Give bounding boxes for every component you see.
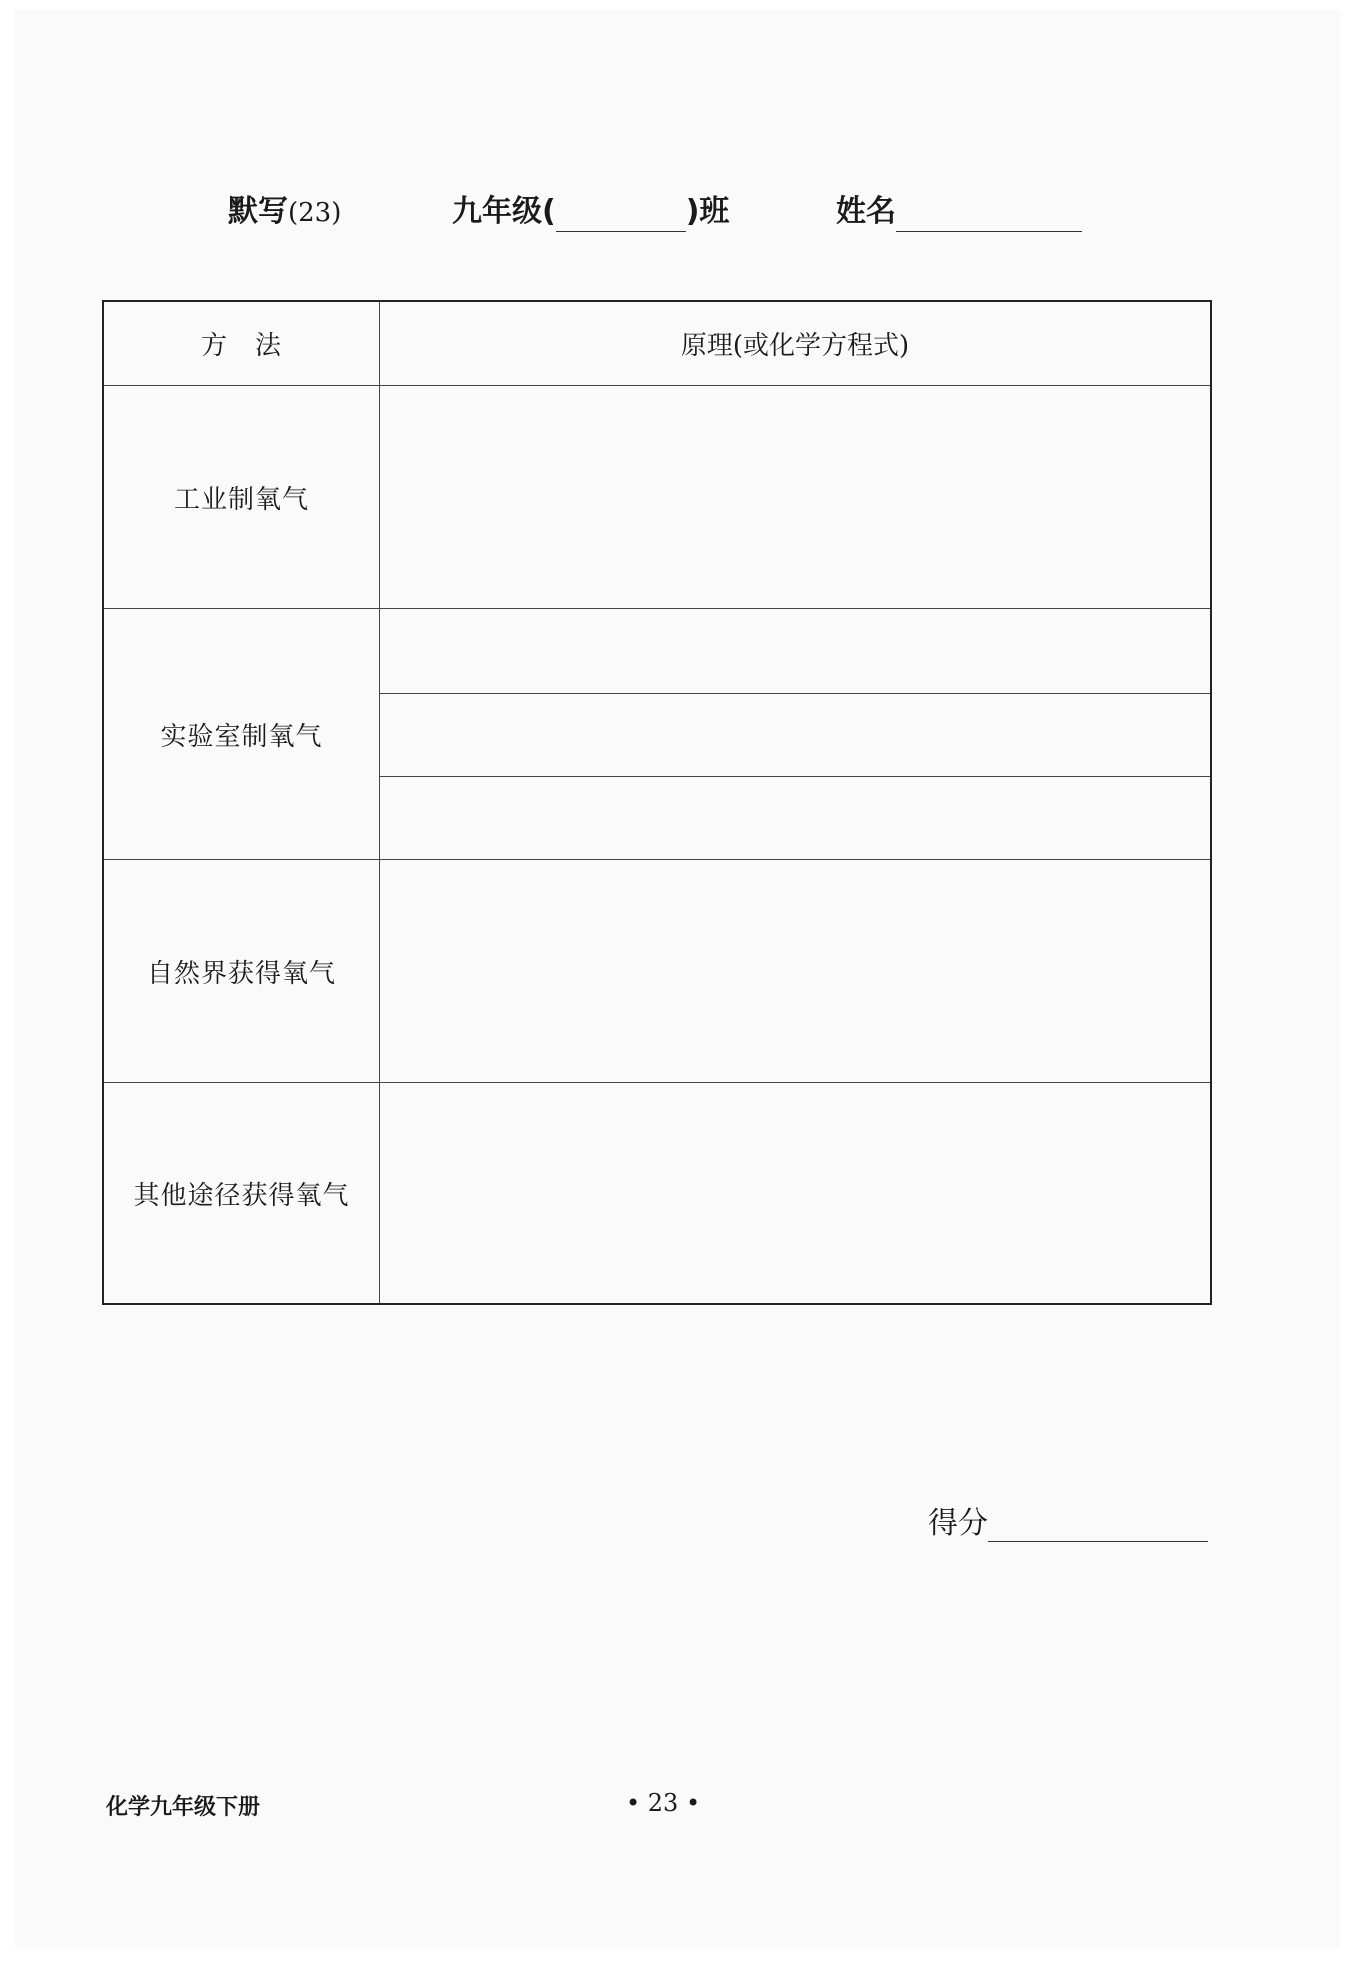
name-blank[interactable] [896,197,1082,232]
table-row [104,609,1210,860]
table-header-row [104,302,1210,386]
method-cell: 实验室制氧气 [104,609,380,859]
dictation-number: (23) [288,198,342,228]
name-field [836,192,1082,232]
table-row [104,1083,1210,1303]
principle-cell[interactable] [380,609,1210,859]
row-divider [380,693,1210,694]
dictation-title [228,192,341,233]
principle-cell[interactable] [380,386,1210,608]
class-field [452,192,729,232]
score-field [928,1498,1208,1542]
table-row [104,386,1210,609]
row-divider [380,776,1210,777]
table-row [104,860,1210,1083]
method-cell: 其他途径获得氧气 [104,1083,380,1303]
page-number: • 23 • [626,1789,701,1817]
class-suffix: )班 [685,194,730,229]
principle-column-header: 原理(或化学方程式) [680,331,910,361]
name-label: 姓名 [836,194,896,229]
method-cell: 自然界获得氧气 [104,860,380,1082]
principle-cell[interactable] [380,1083,1210,1303]
score-label: 得分 [928,1506,988,1541]
grade-label: 九年级( [452,194,556,229]
book-title: 化学九年级下册 [106,1795,261,1820]
method-cell: 工业制氧气 [104,386,380,608]
dictation-label: 默写 [228,194,288,229]
class-blank[interactable] [556,197,686,232]
method-column-header: 方 法 [104,302,380,385]
principle-cell[interactable] [380,860,1210,1082]
score-blank[interactable] [988,1507,1208,1542]
oxygen-methods-table [102,300,1212,1305]
worksheet-page [14,10,1340,1947]
